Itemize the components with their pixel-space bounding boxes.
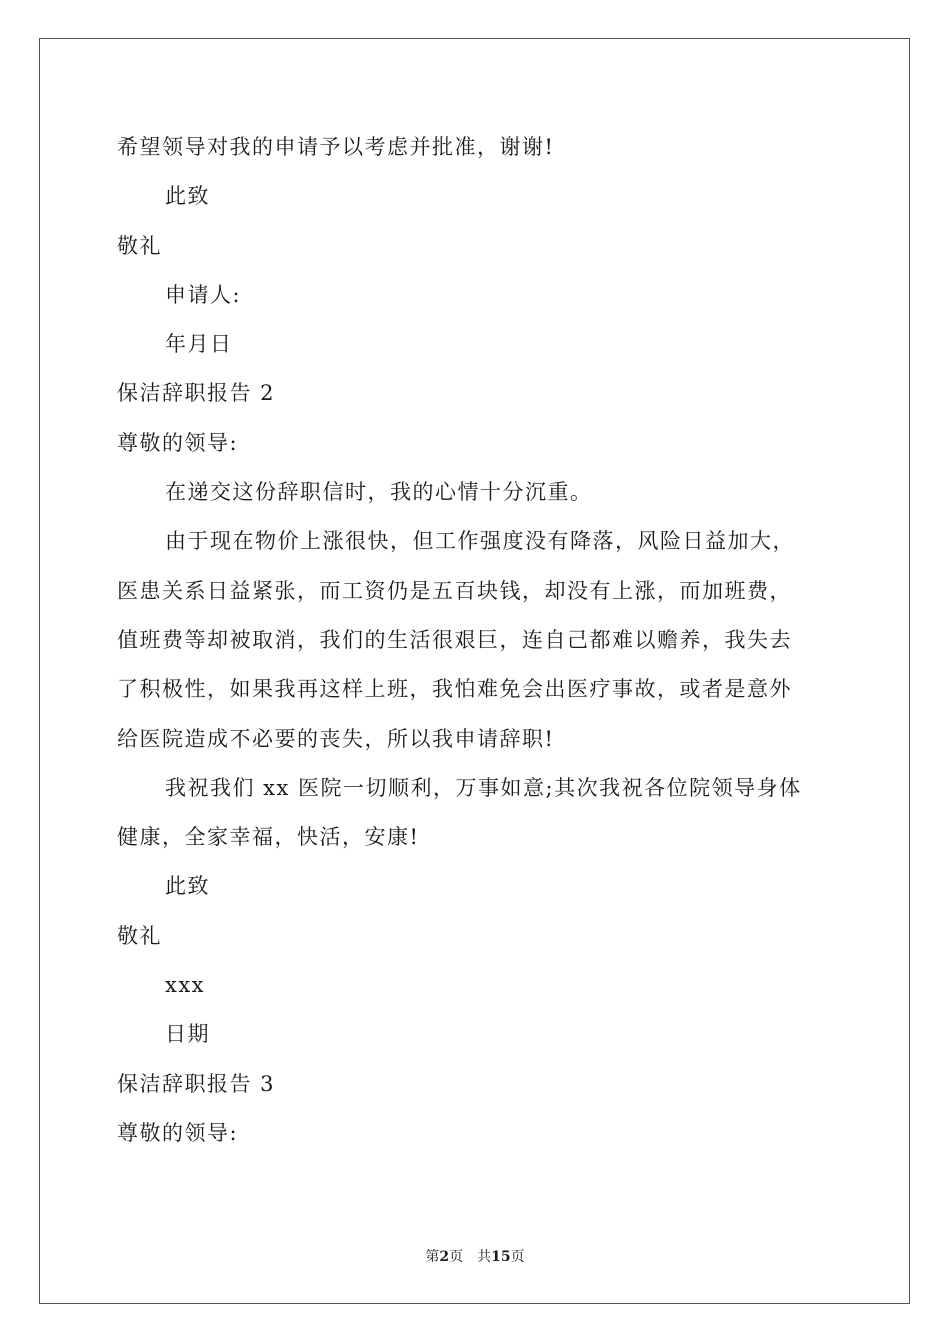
text-line: 希望领导对我的申请予以考虑并批准，谢谢! [117,135,555,159]
page-current: 2 [439,1249,450,1265]
page-total: 15 [491,1249,511,1265]
text-line: 由于现在物价上涨很快，但工作强度没有降落，风险日益加大， [165,529,795,554]
page-footer [0,1246,950,1266]
text-line: 敬礼 [117,923,162,948]
text-line: 了积极性，如果我再这样上班，我怕难免会出医疗事故，或者是意外 [117,677,792,702]
text-line: 此致 [165,874,210,899]
section-heading: 保洁辞职报告 3 [117,1071,276,1096]
text-line: 健康，全家幸福，快活，安康! [117,825,420,850]
text-line: 在递交这份辞职信时，我的心情十分沉重。 [165,480,593,505]
salutation: 尊敬的领导: [117,430,239,455]
text-line: 年月日 [165,332,233,357]
text-line: 医患关系日益紧张，而工资仍是五百块钱，却没有上涨，而加班费， [117,578,792,603]
text-line: 敬礼 [117,233,162,258]
text-line: 我祝我们 xx 医院一切顺利，万事如意;其次我祝各位院领导身体 [165,775,802,800]
text-line: 值班费等却被取消，我们的生活很艰巨，连自己都难以赡养，我失去 [117,627,792,652]
date-line: 日期 [165,1022,210,1047]
page-prefix: 第 [425,1249,440,1265]
section-heading: 保洁辞职报告 2 [117,381,276,406]
text-line: 申请人: [165,282,242,307]
total-suffix: 页 [510,1249,525,1265]
page-suffix: 页 [449,1249,464,1265]
document-body [117,123,837,1158]
total-prefix: 共 [477,1249,492,1265]
text-line: 给医院造成不必要的丧失，所以我申请辞职! [117,726,555,751]
salutation: 尊敬的领导: [117,1120,239,1145]
text-line: 此致 [165,184,210,209]
signature: xxx [165,973,206,998]
